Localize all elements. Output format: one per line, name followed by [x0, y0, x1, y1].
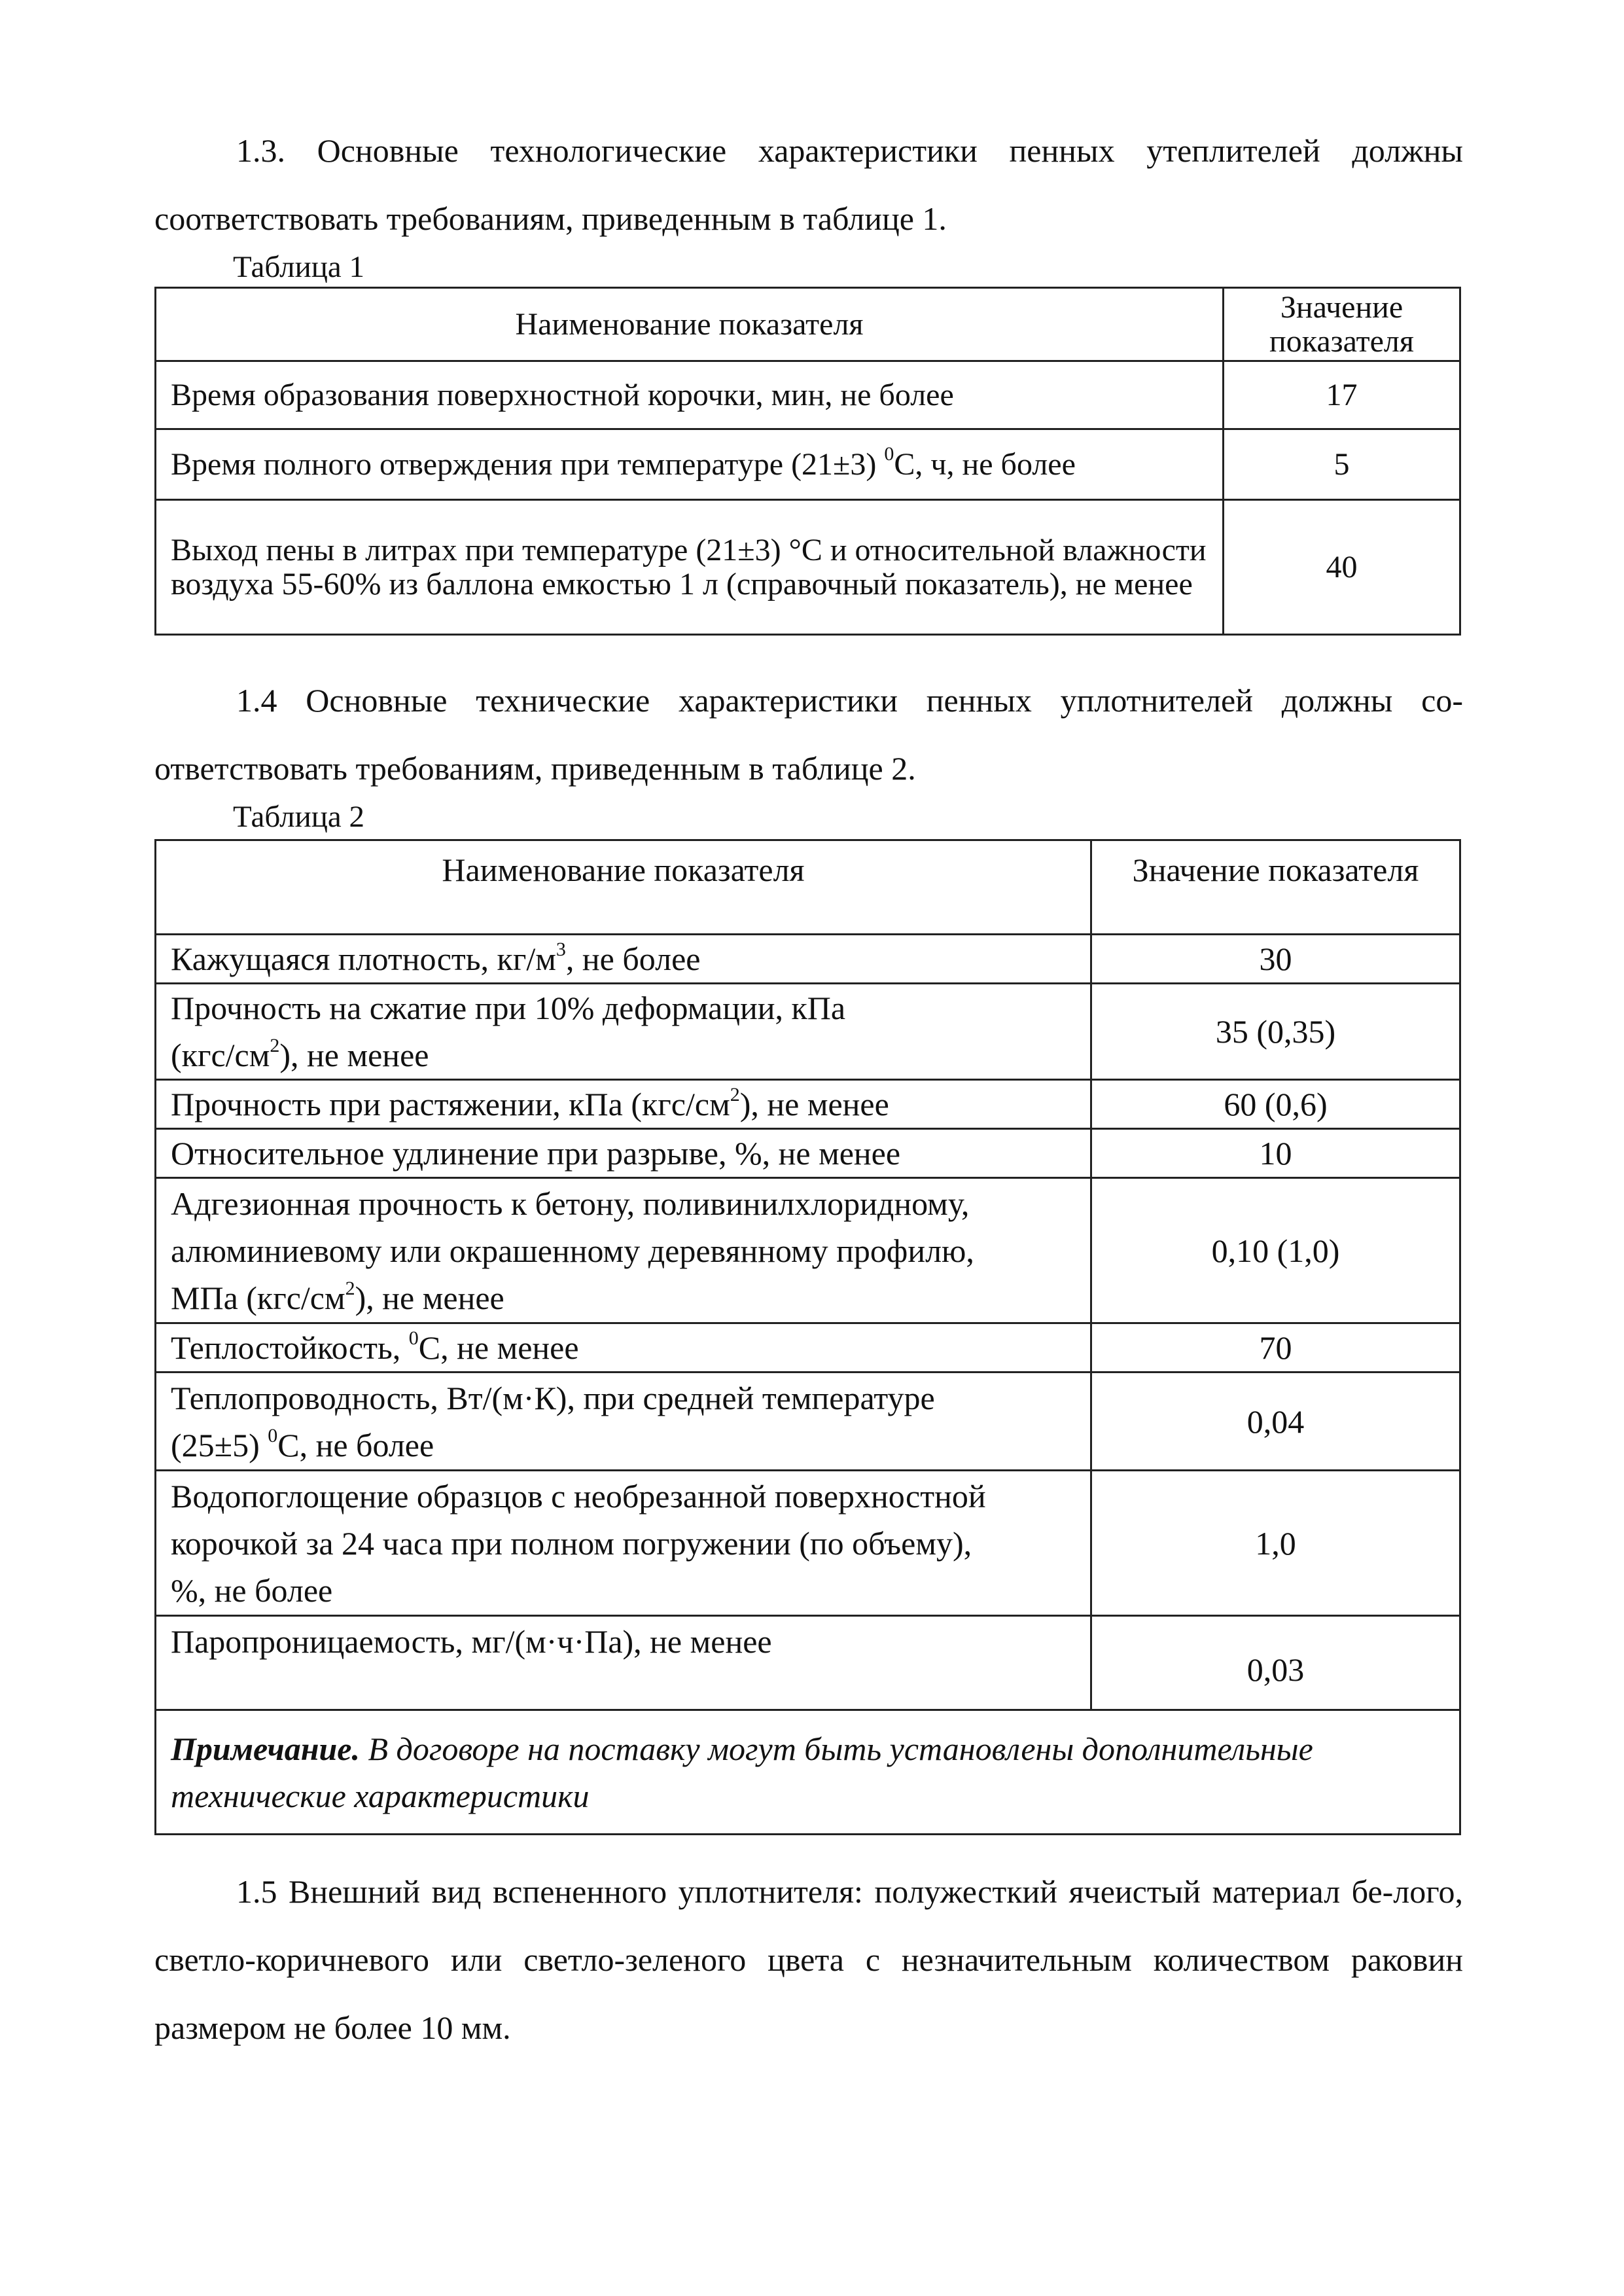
table1-cell-name: Время образования поверхностной корочки, мин, не более	[156, 361, 1224, 429]
table1-header-name: Наименование показателя	[156, 288, 1224, 361]
table2-cell-name	[156, 1178, 1091, 1323]
superscript: 2	[270, 1035, 280, 1056]
table2-cell-line: Теплопроводность, Вт/(м·К), при средней температуре	[171, 1379, 935, 1416]
table1-cell-value: 5	[1224, 429, 1460, 500]
table2-cell-text: С, не более	[277, 1426, 434, 1463]
paragraph-1-3: 1.3. Основные технологические характеристики пенных утеплителей должны соответствовать требованиям, приведенным в таблице 1.	[154, 132, 1463, 237]
table2-cell-line: корочкой за 24 часа при полном погружении (по объему),	[171, 1524, 972, 1562]
table2-cell-line: Прочность на сжатие при 10% деформации, кПа	[171, 990, 846, 1026]
table2-cell-value: 1,0	[1091, 1471, 1460, 1616]
table2-cell-line	[171, 1031, 1076, 1079]
table-row	[156, 1080, 1460, 1129]
table2-cell-value: 60 (0,6)	[1091, 1080, 1460, 1129]
table-row	[156, 935, 1460, 984]
note-label: Примечание.	[171, 1730, 360, 1767]
table2-cell-line	[171, 1422, 1076, 1469]
table1-cell-text: Время полного отверждения при температуре (21±3)	[171, 446, 885, 482]
table2-cell-text: МПа (кгс/см	[171, 1279, 345, 1316]
table1-cell-text: С, ч, не более	[894, 446, 1076, 482]
table2-cell-value: 0,10 (1,0)	[1091, 1178, 1460, 1323]
table2-cell-name	[156, 1471, 1091, 1616]
table2-cell-text: Кажущаяся плотность, кг/м	[171, 941, 556, 977]
table2-cell-line: Адгезионная прочность к бетону, поливинилхлоридному,	[171, 1185, 970, 1222]
table2-cell-name	[156, 1323, 1091, 1372]
table1-caption: Таблица 1	[233, 250, 365, 284]
table-row	[156, 1372, 1460, 1471]
table2-header-value: Значение показателя	[1091, 840, 1460, 935]
degree-superscript: 0	[408, 1327, 419, 1349]
table1-header-value	[1224, 288, 1460, 361]
table-row	[156, 1129, 1460, 1178]
table2-header-name: Наименование показателя	[156, 840, 1091, 935]
table2-cell-text: ), не менее	[355, 1279, 504, 1316]
table-1	[154, 287, 1461, 636]
degree-superscript: 0	[884, 442, 894, 465]
table2-cell-name	[156, 1080, 1091, 1129]
table2-cell-text: ), не менее	[279, 1037, 429, 1073]
paragraph-1-4: 1.4 Основные технические характеристики пенных уплотнителей должны со-ответствовать требованиям, приведенным в таблице 2.	[154, 682, 1463, 787]
table-row	[156, 984, 1460, 1080]
table2-cell-text: С, не менее	[418, 1329, 579, 1366]
table-row	[156, 1471, 1460, 1616]
table1-header-row	[156, 288, 1460, 361]
table2-cell-name	[156, 984, 1091, 1080]
table2-cell-name: Паропроницаемость, мг/(м·ч·Па), не менее	[156, 1616, 1091, 1710]
table1-header-value-line1: Значение	[1280, 289, 1403, 325]
superscript: 3	[556, 939, 566, 960]
table1-cell-value: 40	[1224, 500, 1460, 635]
table2-cell-line: %, не более	[171, 1571, 333, 1609]
table-row	[156, 429, 1460, 500]
table2-caption: Таблица 2	[233, 800, 365, 834]
table2-cell-value: 70	[1091, 1323, 1460, 1372]
table2-cell-value: 0,04	[1091, 1372, 1460, 1471]
table2-header-row	[156, 840, 1460, 935]
table2-cell-text: (25±5)	[171, 1426, 268, 1463]
table1-cell-name: Выход пены в литрах при температуре (21±3) °С и относительной влажности воздуха 55-60% из баллона емкостью 1 л (справочный показатель), не менее	[156, 500, 1224, 635]
table2-note	[156, 1710, 1460, 1835]
table1-header-value-line2: показателя	[1269, 323, 1414, 359]
table1-cell-value: 17	[1224, 361, 1460, 429]
note-text: В договоре на поставку могут быть установлены дополнительные технические характеристики	[171, 1730, 1313, 1814]
table-row	[156, 500, 1460, 635]
table2-note-row	[156, 1710, 1460, 1835]
table-row	[156, 1323, 1460, 1372]
table2-cell-name	[156, 935, 1091, 984]
degree-superscript: 0	[268, 1424, 278, 1446]
table2-cell-line: алюминиевому или окрашенному деревянному профилю,	[171, 1232, 974, 1269]
table1-cell-name	[156, 429, 1224, 500]
table2-cell-text: (кгс/см	[171, 1037, 270, 1073]
table-2	[154, 839, 1461, 1835]
table2-cell-text: Прочность при растяжении, кПа (кгс/см	[171, 1086, 730, 1122]
table2-cell-line	[171, 1274, 1076, 1321]
table-row	[156, 1616, 1460, 1710]
table2-cell-value: 30	[1091, 935, 1460, 984]
table2-cell-text: Теплостойкость,	[171, 1329, 409, 1366]
table2-cell-value: 10	[1091, 1129, 1460, 1178]
table2-cell-text: ), не менее	[739, 1086, 889, 1122]
table2-cell-value: 0,03	[1091, 1616, 1460, 1710]
table2-cell-text: , не более	[565, 941, 701, 977]
table2-cell-line: Водопоглощение образцов с необрезанной поверхностной	[171, 1477, 986, 1515]
table2-cell-name	[156, 1372, 1091, 1471]
paragraph-1-5: 1.5 Внешний вид вспененного уплотнителя: полужесткий ячеистый материал бе-лого, светло-коричневого или светло-зеленого цвета с незначительным количеством раковин размером не более 10 мм.	[154, 1873, 1463, 2046]
table2-cell-name: Относительное удлинение при разрыве, %, не менее	[156, 1129, 1091, 1178]
superscript: 2	[730, 1084, 740, 1105]
table-row	[156, 361, 1460, 429]
table2-cell-value: 35 (0,35)	[1091, 984, 1460, 1080]
table-row	[156, 1178, 1460, 1323]
superscript: 2	[345, 1277, 355, 1299]
